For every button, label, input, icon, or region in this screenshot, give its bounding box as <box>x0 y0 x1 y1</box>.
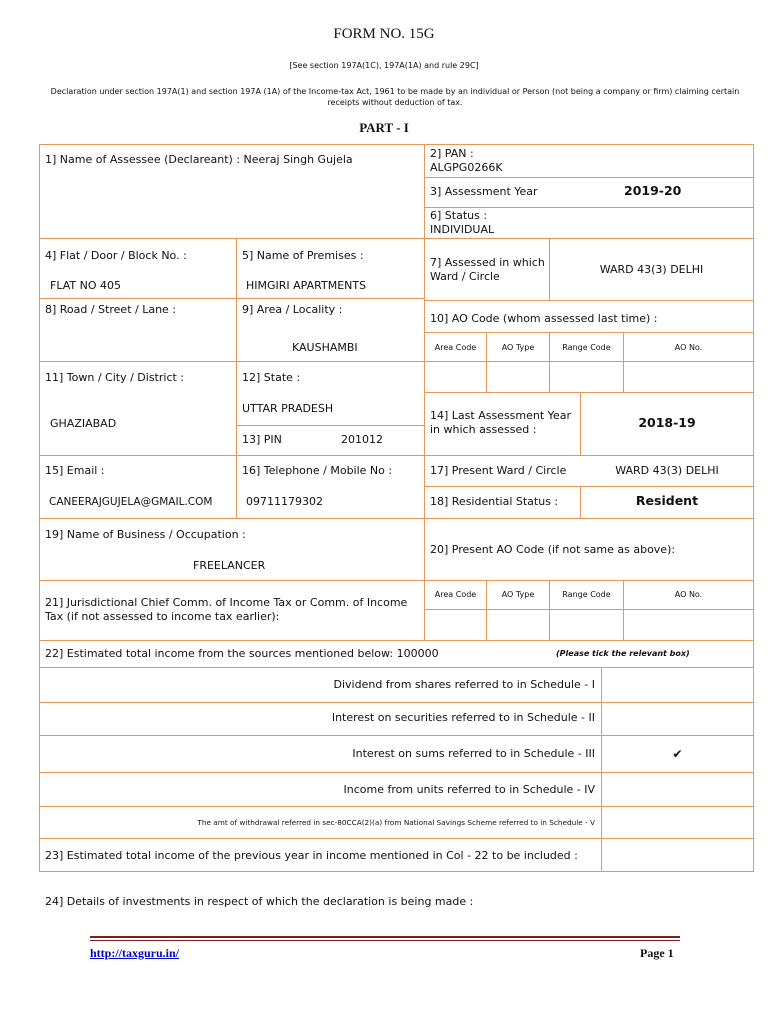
present-ao-code-label: 20] Present AO Code (if not same as above): <box>430 543 676 556</box>
part-heading: PART - I <box>359 120 409 135</box>
town-label: 11] Town / City / District : <box>45 371 185 384</box>
assessed-ward-label: 7] Assessed in which Ward / Circle <box>430 256 545 283</box>
town-value: GHAZIABAD <box>50 417 117 430</box>
status-value: INDIVIDUAL <box>430 223 495 236</box>
premises-value: HIMGIRI APARTMENTS <box>246 279 367 292</box>
assessment-year-label: 3] Assessment Year <box>430 185 538 198</box>
pan-label: 2] PAN : <box>430 147 474 160</box>
footer-rule <box>90 936 680 938</box>
ao-col-area-code: Area Code <box>434 343 477 352</box>
premises-label: 5] Name of Premises : <box>242 249 364 262</box>
form-title: FORM NO. 15G <box>333 26 435 42</box>
area-value: KAUSHAMBI <box>292 341 358 354</box>
residential-status-value: Resident <box>635 493 699 508</box>
road-label: 8] Road / Street / Lane : <box>45 303 177 316</box>
source-label: Interest on securities referred to in Schedule - II <box>331 711 595 724</box>
ao-col-ao-no: AO No. <box>674 343 703 352</box>
business-value: FREELANCER <box>193 559 266 572</box>
ao-code-label: 10] AO Code (whom assessed last time) : <box>430 312 658 325</box>
state-label: 12] State : <box>242 371 301 384</box>
assessed-ward-value: WARD 43(3) DELHI <box>599 263 704 276</box>
tick-note: (Please tick the relevant box) <box>556 649 690 658</box>
source-label: Dividend from shares referred to in Schedule - I <box>333 678 595 691</box>
residential-status-label: 18] Residential Status : <box>430 495 559 508</box>
flat-label: 4] Flat / Door / Block No. : <box>45 249 187 262</box>
ao2-col-range-code: Range Code <box>562 590 611 599</box>
jurisdiction-label: 21] Jurisdictional Chief Comm. of Income Tax or Comm. of Income Tax (if not assessed to income tax earlier): <box>45 596 408 623</box>
source-label: Interest on sums referred to in Schedule - III <box>352 747 595 760</box>
phone-label: 16] Telephone / Mobile No : <box>242 464 393 477</box>
source-label: The amt of withdrawal referred in sec-80CCA(2)(a) from National Savings Scheme referred to in Schedule - V <box>197 818 595 827</box>
estimated-income-label: 22] Estimated total income from the sources mentioned below: 100000 <box>45 647 439 660</box>
pin-value: 201012 <box>341 433 383 446</box>
state-value: UTTAR PRADESH <box>242 402 334 415</box>
status-label: 6] Status : <box>430 209 488 222</box>
page-number: Page 1 <box>640 946 674 960</box>
last-assessment-year-value: 2018-19 <box>638 415 696 430</box>
email-value: CANEERAJGUJELA@GMAIL.COM <box>49 496 213 508</box>
footer-link[interactable]: http://taxguru.in/ <box>90 946 180 960</box>
checkmark-icon[interactable]: ✔ <box>672 747 683 761</box>
ao-col-ao-type: AO Type <box>501 343 535 352</box>
assessee-name-label: 1] Name of Assessee (Declareant) : Neeraj Singh Gujela <box>45 153 353 166</box>
ao2-col-ao-type: AO Type <box>501 590 535 599</box>
phone-value: 09711179302 <box>246 495 323 508</box>
business-label: 19] Name of Business / Occupation : <box>45 528 246 541</box>
present-ward-label: 17] Present Ward / Circle <box>430 464 567 477</box>
section-reference: [See section 197A(1C), 197A(1A) and rule 29C] <box>289 61 479 70</box>
present-ward-value: WARD 43(3) DELHI <box>615 464 719 477</box>
previous-year-income-label: 23] Estimated total income of the previous year in income mentioned in Col - 22 to be included : <box>45 849 578 862</box>
footer-rule-thin <box>90 940 680 941</box>
ao-col-range-code: Range Code <box>562 343 611 352</box>
last-assessment-year-label: 14] Last Assessment Year in which assessed : <box>430 409 571 436</box>
investments-label: 24] Details of investments in respect of which the declaration is being made : <box>45 895 474 908</box>
assessment-year-value: 2019-20 <box>624 183 682 198</box>
area-label: 9] Area / Locality : <box>242 303 343 316</box>
email-label: 15] Email : <box>45 464 105 477</box>
ao2-col-ao-no: AO No. <box>674 590 703 599</box>
ao2-col-area-code: Area Code <box>434 590 477 599</box>
declaration-text: Declaration under section 197A(1) and section 197A (1A) of the Income-tax Act, 1961 to be made by an individual or Person (not being a company or firm) claiming certain receipts without deduction of tax. <box>50 87 740 107</box>
pan-value: ALGPG0266K <box>430 161 503 174</box>
flat-value: FLAT NO 405 <box>50 279 121 292</box>
source-label: Income from units referred to in Schedule - IV <box>343 783 595 796</box>
pin-label: 13] PIN <box>242 433 282 446</box>
